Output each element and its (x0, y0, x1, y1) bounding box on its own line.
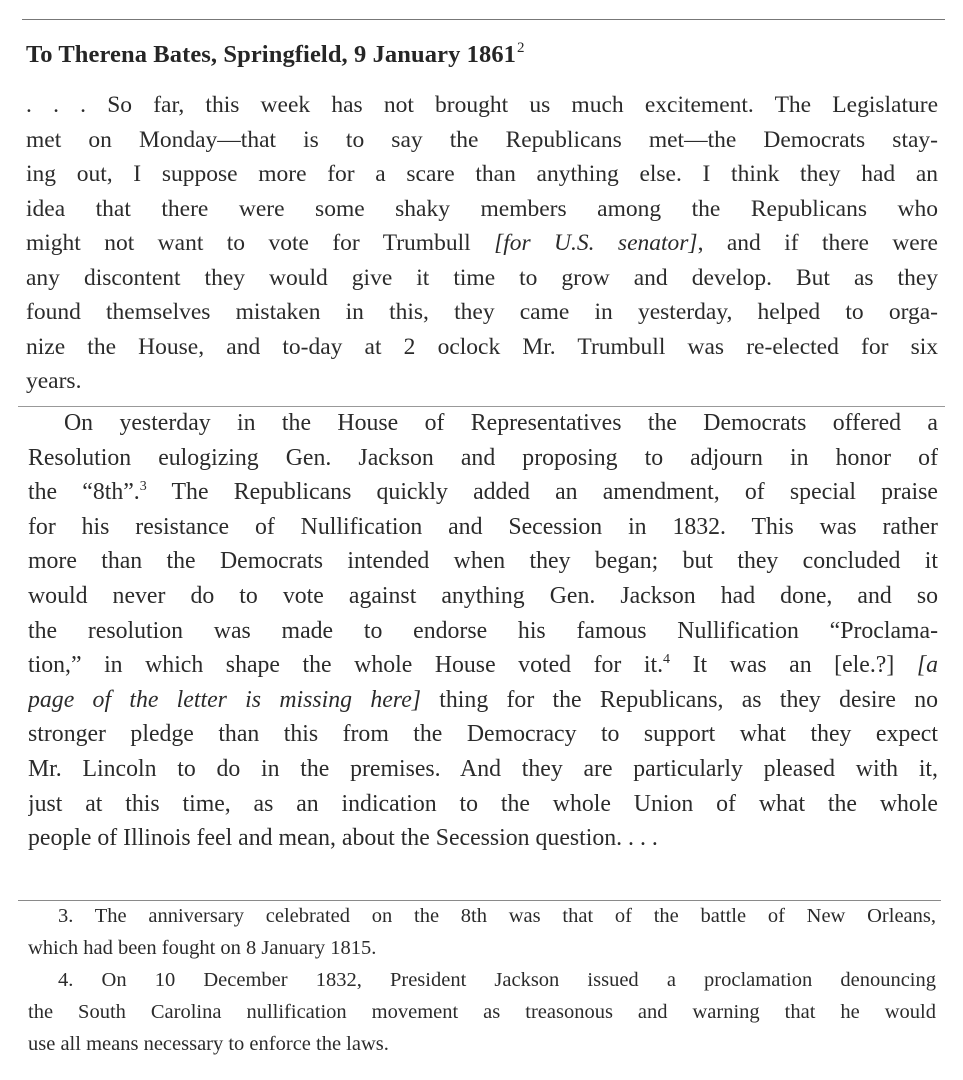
line-text: The Republicans quickly added an amendment, of special praise (146, 479, 938, 506)
editorial-insertion: [a (916, 652, 938, 679)
line-text: , and if there were (697, 230, 938, 256)
letter-heading (26, 40, 525, 69)
editorial-insertion: [for U.S. senator] (494, 230, 698, 256)
paragraph-line: nize the House, and to-day at 2 oclock Mr. Trumbull was re-elected for six (26, 333, 938, 360)
line-text: thing for the Republicans, as they desire no (421, 686, 938, 713)
footnote-4-cont: use all means necessary to enforce the laws. (28, 1033, 389, 1055)
footnote-ref-3: 3 (139, 479, 147, 495)
paragraph-2 (28, 406, 938, 856)
paragraph-line: idea that there were some shaky members among the Republicans who (26, 195, 938, 222)
heading-footnote-ref: 2 (517, 40, 525, 56)
paragraph-line: the resolution was made to endorse his famous Nullification “Proclama- (28, 617, 938, 644)
paragraph-line: . . . So far, this week has not brought us much excitement. The Legislature (26, 92, 938, 118)
paragraph-line: would never do to vote against anything Gen. Jackson had done, and so (28, 582, 938, 609)
paragraph-line: ing out, I suppose more for a scare than anything else. I think they had an (26, 161, 938, 187)
paragraph-line: years. (26, 368, 82, 394)
paragraph-line (28, 648, 938, 683)
top-rule (22, 19, 945, 20)
paragraph-line: more than the Democrats intended when they began; but they concluded it (28, 548, 938, 575)
footnote-4: 4. On 10 December 1832, President Jackson issued a proclamation denouncing (58, 969, 936, 991)
paragraph-line (28, 683, 938, 718)
footnotes (28, 900, 936, 1060)
paragraph-line: Mr. Lincoln to do in the premises. And they are particularly pleased with it, (28, 755, 938, 782)
footnote-ref-4: 4 (663, 652, 671, 668)
paragraph-line: On yesterday in the House of Representatives the Democrats offered a (64, 410, 938, 436)
paragraph-line: just at this time, as an indication to the whole Union of what the whole (28, 790, 938, 817)
line-text: the “8th”. (28, 479, 140, 506)
paragraph-line: for his resistance of Nullification and Secession in 1832. This was rather (28, 513, 938, 540)
footnote-3: 3. The anniversary celebrated on the 8th was that of the battle of New Orleans, (58, 905, 936, 927)
paragraph-line: any discontent they would give it time to grow and develop. But as they (26, 264, 938, 291)
editorial-insertion: page of the letter is missing here] (28, 686, 422, 713)
paragraph-line: Resolution eulogizing Gen. Jackson and proposing to adjourn in honor of (28, 444, 938, 471)
paragraph-line: met on Monday—that is to say the Republicans met—the Democrats stay- (26, 126, 938, 153)
paragraph-line: found themselves mistaken in this, they came in yesterday, helped to orga- (26, 299, 938, 325)
footnote-3-cont: which had been fought on 8 January 1815. (28, 937, 377, 959)
paragraph-line (28, 475, 938, 510)
line-text: It was an [ele.?] (670, 652, 917, 679)
line-text: tion,” in which shape the whole House voted for it. (28, 652, 664, 679)
paragraph-line: people of Illinois feel and mean, about the Secession question. . . . (28, 825, 658, 852)
paragraph-line (26, 226, 938, 261)
footnote-4-cont: the South Carolina nullification movement as treasonous and warning that he would (28, 1001, 936, 1023)
paragraph-1 (26, 88, 938, 399)
heading-text: To Therena Bates, Springfield, 9 January 1861 (26, 41, 517, 68)
paragraph-line: stronger pledge than this from the Democracy to support what they expect (28, 721, 938, 748)
line-text: might not want to vote for Trumbull (26, 230, 495, 256)
